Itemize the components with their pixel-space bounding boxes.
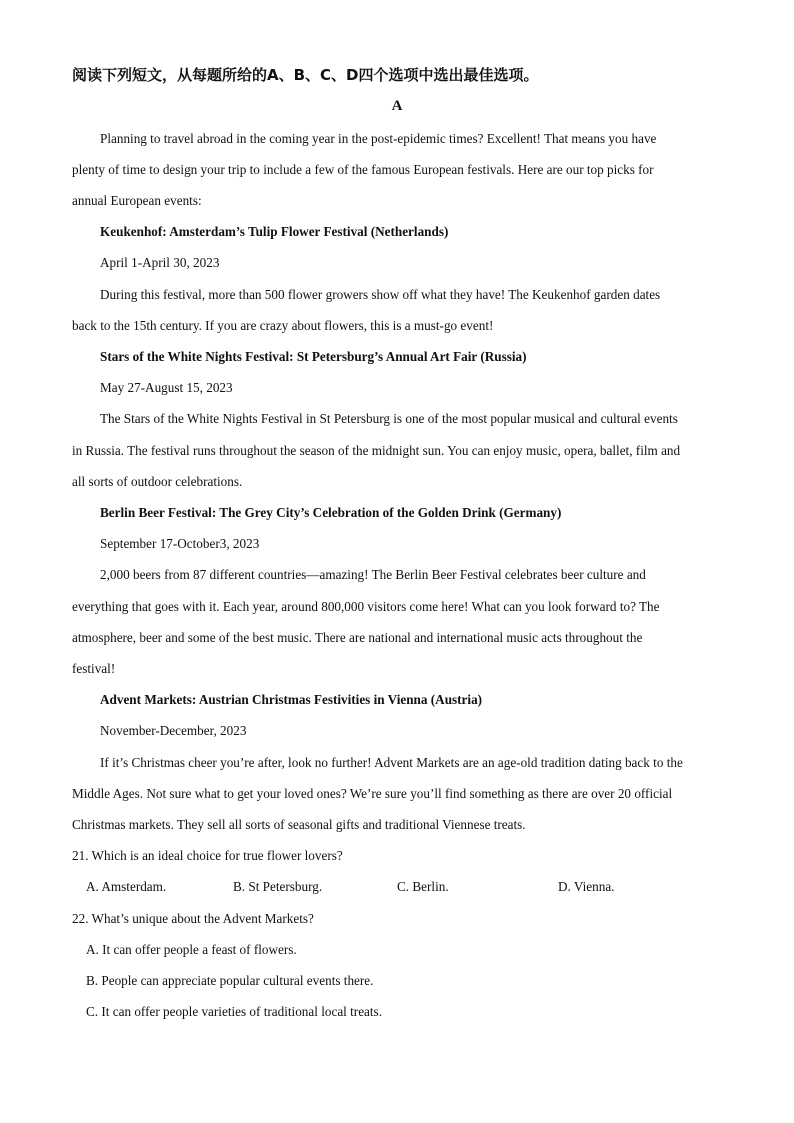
- festival-text-line: in Russia. The festival runs throughout the season of the midnight sun. You can enjoy music, opera, ballet, film and: [72, 443, 681, 458]
- festival-text-line: festival!: [72, 661, 116, 676]
- option-b: B. St Petersburg.: [233, 879, 323, 894]
- festival-date: November-December, 2023: [100, 723, 247, 738]
- festival-text-line: 2,000 beers from 87 different countries—amazing! The Berlin Beer Festival celebrates beer culture and: [100, 567, 646, 582]
- festival-text-line: Middle Ages. Not sure what to get your loved ones? We’re sure you’ll find something as there are over 20 official: [72, 786, 673, 801]
- festival-text-line: everything that goes with it. Each year, around 800,000 visitors come here! What can you look forward to? The: [72, 599, 660, 614]
- festival-date: May 27-August 15, 2023: [100, 380, 233, 395]
- festival-title: Berlin Beer Festival: The Grey City’s Celebration of the Golden Drink (Germany): [100, 505, 562, 520]
- intro-line: annual European events:: [72, 193, 202, 208]
- option-c: C. Berlin.: [397, 879, 449, 894]
- festival-text-line: If it’s Christmas cheer you’re after, look no further! Advent Markets are an age-old tradition dating back to the: [100, 755, 683, 770]
- option-c: C. It can offer people varieties of traditional local treats.: [86, 1004, 382, 1019]
- section-letter: A: [391, 98, 403, 114]
- instruction-heading: 阅读下列短文，从每题所给的A、B、C、D四个选项中选出最佳选项。: [72, 66, 539, 84]
- option-a: A. It can offer people a feast of flowers.: [86, 942, 297, 957]
- festival-title: Stars of the White Nights Festival: St Petersburg’s Annual Art Fair (Russia): [100, 349, 527, 364]
- option-a: A. Amsterdam.: [86, 879, 167, 894]
- festival-text-line: atmosphere, beer and some of the best music. There are national and international music acts throughout the: [72, 630, 643, 645]
- festival-text-line: The Stars of the White Nights Festival in St Petersburg is one of the most popular musical and cultural events: [100, 411, 678, 426]
- festival-text-line: back to the 15th century. If you are crazy about flowers, this is a must-go event!: [72, 318, 494, 333]
- intro-line: plenty of time to design your trip to include a few of the famous European festivals. Here are our top picks for: [72, 162, 654, 177]
- option-d: D. Vienna.: [558, 879, 615, 894]
- festival-date: April 1-April 30, 2023: [100, 255, 220, 270]
- festival-text-line: Christmas markets. They sell all sorts of seasonal gifts and traditional Viennese treats.: [72, 817, 526, 832]
- option-b: B. People can appreciate popular cultural events there.: [86, 973, 374, 988]
- question-stem: 21. Which is an ideal choice for true flower lovers?: [72, 848, 343, 863]
- question-stem: 22. What’s unique about the Advent Markets?: [72, 911, 314, 926]
- festival-title: Advent Markets: Austrian Christmas Festivities in Vienna (Austria): [100, 692, 483, 707]
- festival-date: September 17-October3, 2023: [100, 536, 260, 551]
- festival-title: Keukenhof: Amsterdam’s Tulip Flower Festival (Netherlands): [100, 224, 449, 239]
- intro-line: Planning to travel abroad in the coming year in the post-epidemic times? Excellent! That means you have: [100, 131, 657, 146]
- festival-text-line: all sorts of outdoor celebrations.: [72, 474, 243, 489]
- festival-text-line: During this festival, more than 500 flower growers show off what they have! The Keukenhof garden dates: [100, 287, 661, 302]
